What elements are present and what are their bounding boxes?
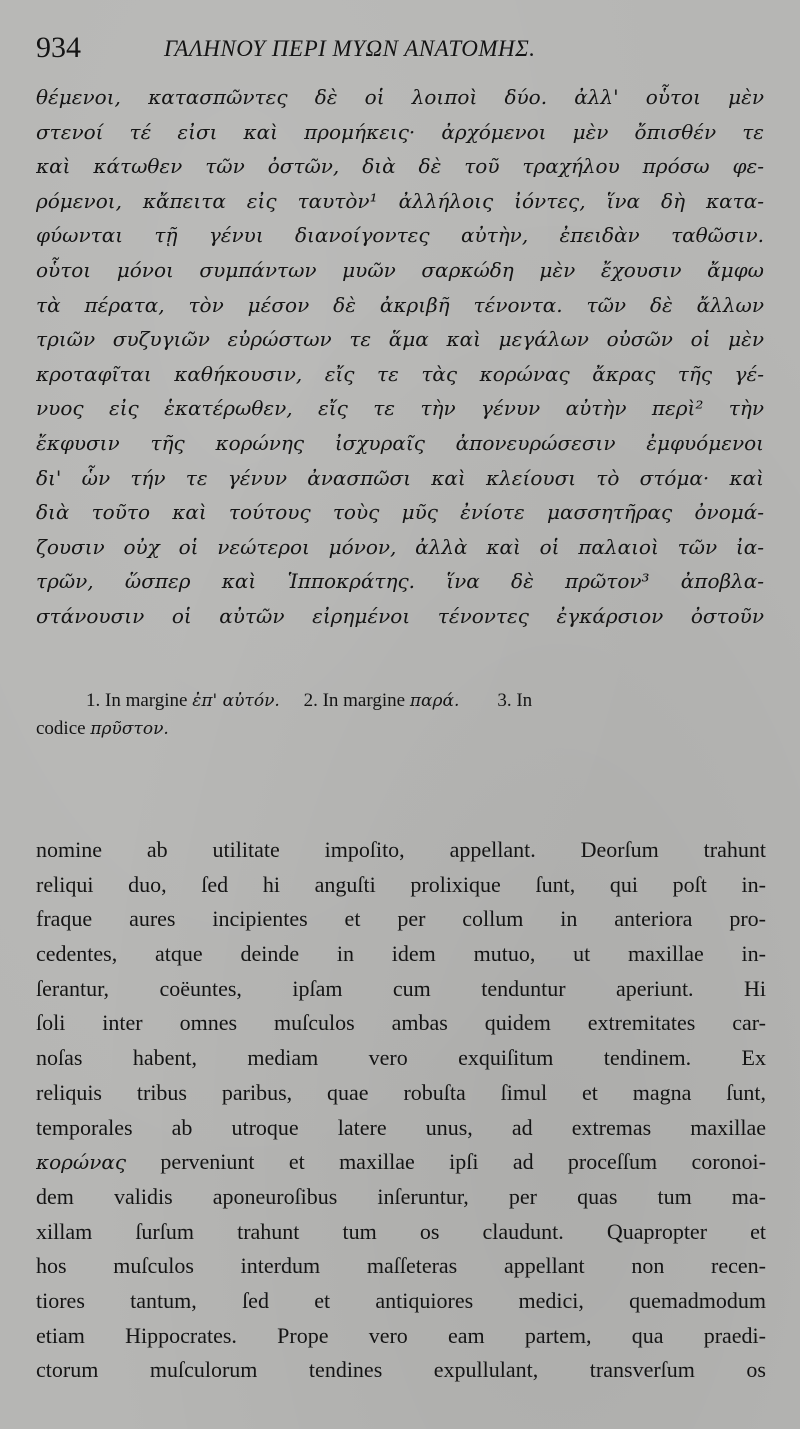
latin-text-line bbox=[36, 1353, 766, 1388]
latin-text-line bbox=[36, 937, 766, 972]
footnote-2-greek: παρά. bbox=[409, 691, 460, 711]
footnote-1-label: 1. In margine bbox=[86, 690, 188, 711]
latin-text-line bbox=[36, 1041, 766, 1076]
greek-text-line: κροταφῖται καθήκουσιν, εἴς τε τὰς κορώνας ἄκρας τῆς γέ- bbox=[36, 361, 764, 386]
greek-text-line: δι' ὧν τήν τε γένυν ἀνασπῶσι καὶ κλείουσι τὸ στόμα· καὶ bbox=[36, 465, 764, 490]
latin-text-line bbox=[36, 1111, 766, 1146]
latin-text-line bbox=[36, 1076, 766, 1111]
greek-text-line: τριῶν συζυγιῶν εὐρώστων τε ἅμα καὶ μεγάλων οὐσῶν οἱ μὲν bbox=[36, 327, 764, 352]
greek-text-line: στενοί τέ εἰσι καὶ προμήκεις· ἀρχόμενοι μὲν ὄπισθέν τε bbox=[36, 119, 764, 144]
latin-text-segment: etiam Hippocrates. Prope vero eam partem, qua praedi- bbox=[36, 1322, 766, 1348]
latin-text-line bbox=[36, 1215, 766, 1250]
latin-text-line bbox=[36, 868, 766, 903]
latin-text-segment: hos muſculos interdum maſſeteras appellant non recen- bbox=[36, 1253, 766, 1279]
greek-text-line: καὶ κάτωθεν τῶν ὀστῶν, διὰ δὲ τοῦ τραχήλου πρόσω φε- bbox=[36, 154, 764, 179]
footnotes bbox=[36, 687, 764, 743]
greek-text-line: ζουσιν οὐχ οἱ νεώτεροι μόνον, ἀλλὰ καὶ οἱ παλαιοὶ τῶν ἰα- bbox=[36, 534, 764, 559]
greek-text-block bbox=[36, 80, 764, 634]
latin-text-segment: fraque aures incipientes et per collum in anteriora pro- bbox=[36, 906, 766, 932]
latin-text-segment: xillam ſurſum trahunt tum os claudunt. Quapropter et bbox=[36, 1218, 766, 1244]
latin-text-line bbox=[36, 1284, 766, 1319]
greek-term: κορώνας bbox=[36, 1150, 127, 1175]
greek-text-line: οὗτοι μόνοι συμπάντων μυῶν σαρκώδη μὲν ἔχουσιν ἄμφω bbox=[36, 257, 764, 282]
greek-text-line: τὰ πέρατα, τὸν μέσον δὲ ἀκριβῆ τένοντα. τῶν δὲ ἄλλων bbox=[36, 292, 764, 317]
running-title: ΓΑΛΗΝΟΥ ΠΕΡΙ ΜΥΩΝ ΑΝΑΤΟΜΗΣ. bbox=[164, 36, 536, 61]
greek-text-line: ρόμενοι, κἄπειτα εἰς ταυτὸν¹ ἀλλήλοις ἰόντες, ἵνα δὴ κατα- bbox=[36, 188, 764, 213]
latin-text-segment: reliquis tribus paribus, quae robuſta ſimul et magna ſunt, bbox=[36, 1079, 766, 1105]
latin-text-line bbox=[36, 1180, 766, 1215]
greek-text-line: νυος εἰς ἑκατέρωθεν, εἴς τε τὴν γένυν αὐτὴν περὶ² τὴν bbox=[36, 396, 764, 421]
footnote-2-label: 2. In margine bbox=[303, 690, 406, 711]
latin-text-segment: temporales ab utroque latere unus, ad extremas maxillae bbox=[36, 1114, 766, 1140]
footnote-1-greek: ἐπ' αὐτόν. bbox=[192, 691, 280, 711]
greek-text-line: ἔκφυσιν τῆς κορώνης ἰσχυραῖς ἀπονευρώσεσιν ἐμφυόμενοι bbox=[36, 430, 764, 455]
latin-text-line bbox=[36, 1249, 766, 1284]
latin-text-segment: nomine ab utilitate impoſito, appellant. Deorſum trahunt bbox=[36, 837, 766, 862]
latin-text-line bbox=[36, 1319, 766, 1354]
latin-text-block bbox=[36, 833, 766, 1388]
latin-text-segment: ctorum muſculorum tendines expullulant, transverſum os bbox=[36, 1357, 766, 1383]
footnote-3-label: 3. In bbox=[497, 690, 533, 711]
latin-text-segment: ſerantur, coëuntes, ipſam cum tenduntur aperiunt. Hi bbox=[36, 975, 766, 1001]
footnote-line-1 bbox=[36, 687, 764, 715]
footnote-line-2 bbox=[36, 715, 764, 743]
latin-text-line bbox=[36, 1145, 766, 1180]
latin-text-segment: dem validis aponeuroſibus inſeruntur, per quas tum ma- bbox=[36, 1183, 766, 1209]
greek-text-line: τρῶν, ὥσπερ καὶ Ἱπποκράτης. ἵνα δὲ πρῶτον³ ἀποβλα- bbox=[36, 569, 764, 594]
latin-text-segment: perveniunt et maxillae ipſi ad proceſſum coronoi- bbox=[126, 1149, 766, 1175]
latin-text-segment: noſas habent, mediam vero exquiſitum tendinem. Ex bbox=[36, 1045, 766, 1071]
greek-text-line: φύωνται τῇ γένυι διανοίγοντες αὐτὴν, ἐπειδὰν ταθῶσιν. bbox=[36, 223, 764, 248]
footnote-3-greek: πρῦστον. bbox=[90, 719, 169, 739]
latin-text-line bbox=[36, 972, 766, 1007]
latin-text-segment: tiores tantum, ſed et antiquiores medici, quemadmodum bbox=[36, 1287, 766, 1313]
latin-text-line bbox=[36, 1006, 766, 1041]
footnote-3-continuation: codice bbox=[36, 718, 86, 739]
latin-text-line bbox=[36, 902, 766, 937]
latin-text-segment: cedentes, atque deinde in idem mutuo, ut maxillae in- bbox=[36, 941, 766, 967]
greek-text-line: στάνουσιν οἱ αὐτῶν εἰρημένοι τένοντες ἐγκάρσιον ὀστοῦν bbox=[36, 603, 764, 628]
greek-text-line: θέμενοι, κατασπῶντες δὲ οἱ λοιποὶ δύο. ἀλλ' οὗτοι μὲν bbox=[36, 85, 764, 109]
latin-text-segment: reliqui duo, ſed hi anguſti prolixique ſunt, qui poſt in- bbox=[36, 871, 766, 897]
latin-text-line bbox=[36, 833, 766, 868]
greek-text-line: διὰ τοῦτο καὶ τούτους τοὺς μῦς ἐνίοτε μασσητῆρας ὀνομά- bbox=[36, 500, 764, 525]
page-header bbox=[36, 30, 766, 70]
page-number: 934 bbox=[36, 31, 81, 64]
latin-text-segment: ſoli inter omnes muſculos ambas quidem extremitates car- bbox=[36, 1010, 766, 1036]
